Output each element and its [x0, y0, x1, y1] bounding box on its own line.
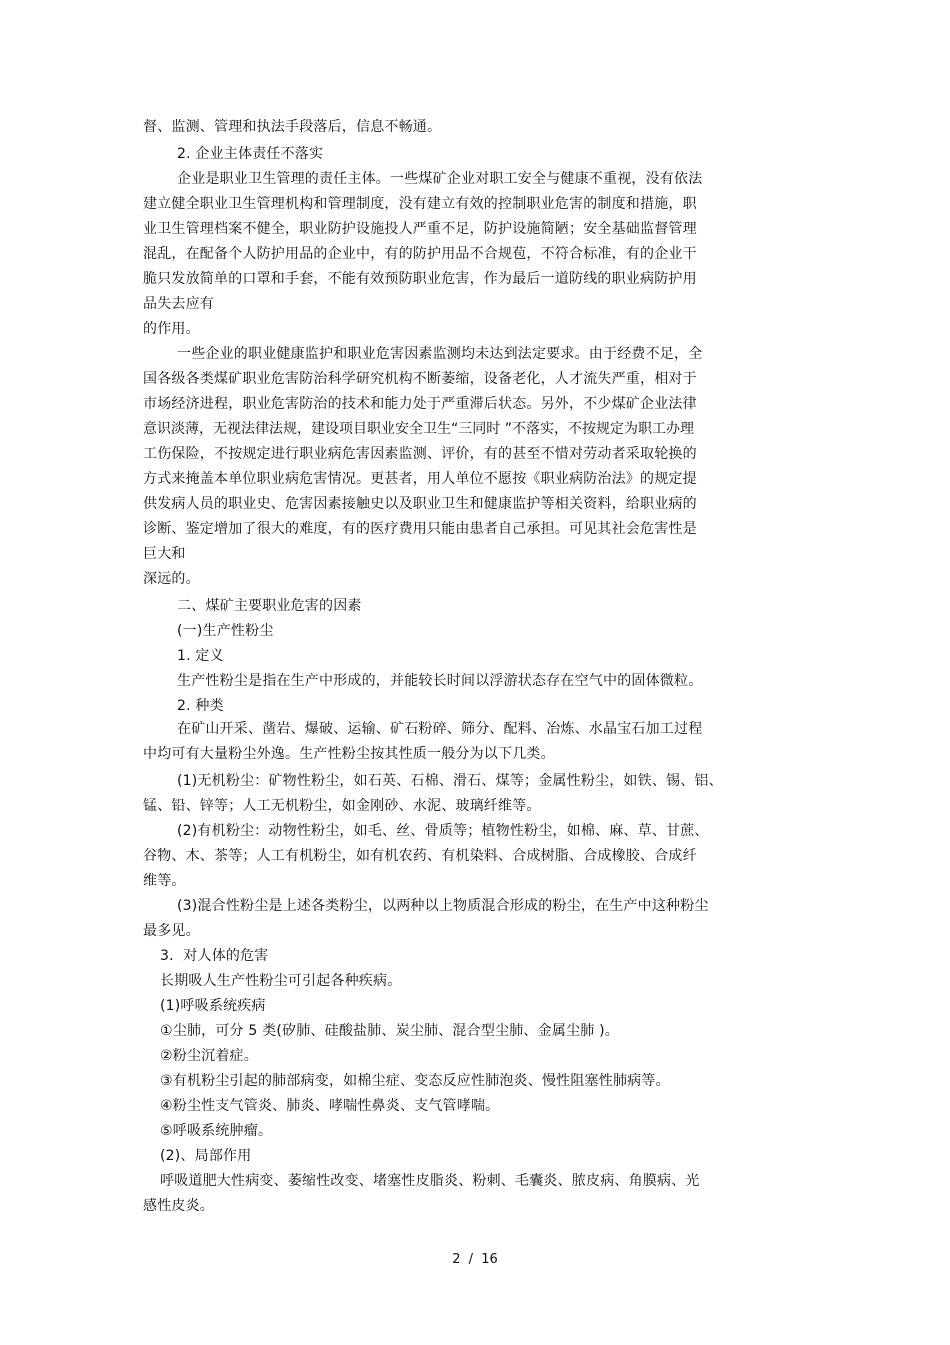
body-line: 国各级各类煤矿职业危害防治科学研究机构不断萎缩，设备老化，人才流失严重，相对于 — [143, 371, 697, 387]
body-line: 生产性粉尘是指在生产中形成的，并能较长时间以浮游状态存在空气中的固体微粒。 — [177, 673, 703, 689]
body-line: 呼吸道肥大性病变、萎缩性改变、堵塞性皮脂炎、粉刺、毛囊炎、脓皮病、角膜病、光 — [160, 1173, 700, 1189]
body-line: 谷物、木、茶等；人工有机粉尘，如有机农药、有机染料、合成树脂、合成橡胶、合成纤 — [143, 848, 697, 864]
body-line: 方式来掩盖本单位职业病危害情况。更甚者，用人单位不愿按《职业病防治法》的规定提 — [143, 471, 697, 487]
page-number-separator: / — [468, 1252, 474, 1267]
list-item: ①尘肺，可分 5 类(矽肺、硅酸盐肺、炭尘肺、混合型尘肺、金属尘肺 )。 — [160, 1023, 619, 1039]
body-line: 长期吸人生产性粉尘可引起各种疾病。 — [160, 973, 402, 989]
body-line: 业卫生管理档案不健全，职业防护设施投人严重不足，防护设施简陋；安全基础监督管理 — [143, 221, 697, 237]
body-line: 品失去应有 — [143, 296, 214, 312]
list-item: ④粉尘性支气管炎、肺炎、哮喘性鼻炎、支气管哮喘。 — [160, 1098, 500, 1114]
list-item: ③有机粉尘引起的肺部病变，如棉尘症、变态反应性肺泡炎、慢性阻塞性肺病等。 — [160, 1073, 670, 1089]
list-item: ②粉尘沉着症。 — [160, 1048, 258, 1064]
body-line: 市场经济进程，职业危害防治的技术和能力处于严重滞后状态。另外，不少煤矿企业法律 — [143, 396, 697, 412]
body-line: 工伤保险，不按规定进行职业病危害因素监测、评价，有的甚至不惜对劳动者采取轮换的 — [143, 446, 697, 462]
item-heading: 3．对人体的危害 — [160, 948, 269, 964]
body-line: 企业是职业卫生管理的责任主体。一些煤矿企业对职工安全与健康不重视，没有依法 — [177, 171, 703, 187]
page-number-total: 16 — [481, 1252, 498, 1267]
body-line: 中均可有大量粉尘外逸。生产性粉尘按其性质一般分为以下几类。 — [143, 746, 555, 762]
list-item: ⑤呼吸系统肿瘤。 — [160, 1123, 273, 1139]
page-number-current: 2 — [452, 1252, 461, 1267]
body-line: 在矿山开采、凿岩、爆破、运输、矿石粉碎、筛分、配料、冶炼、水晶宝石加工过程 — [177, 721, 703, 737]
body-line: 脆只发放简单的口罩和手套，不能有效预防职业危害，作为最后一道防线的职业病防护用 — [143, 271, 697, 287]
body-line: 一些企业的职业健康监护和职业危害因素监测均未达到法定要求。由于经费不足，全 — [177, 346, 703, 362]
body-line: 最多见。 — [143, 923, 200, 939]
body-line: 供发病人员的职业史、危害因素接触史以及职业卫生和健康监护等相关资料，给职业病的 — [143, 496, 697, 512]
body-line: 锰、铅、锌等；人工无机粉尘，如金刚砂、水泥、玻璃纤维等。 — [143, 798, 541, 814]
section-heading: 2. 企业主体责任不落实 — [177, 146, 324, 162]
subsection-heading: (一)生产性粉尘 — [177, 623, 274, 639]
body-line: 感性皮炎。 — [143, 1198, 214, 1214]
section-heading: 二、煤矿主要职业危害的因素 — [177, 598, 362, 614]
subitem-heading: (1)呼吸系统疾病 — [160, 998, 266, 1014]
body-line: 意识淡薄，无视法律法规，建设项目职业安全卫生“三同时 ”不落实，不按规定为职工办理 — [143, 421, 694, 437]
body-line: (2)有机粉尘：动物性粉尘，如毛、丝、骨质等；植物性粉尘，如棉、麻、草、甘蔗、 — [177, 823, 709, 839]
subitem-heading: (2)、局部作用 — [160, 1148, 252, 1164]
item-heading: 2. 种类 — [177, 698, 224, 714]
body-line: 混乱，在配备个人防护用品的企业中，有的防护用品不合规苞，不符合标准，有的企业干 — [143, 246, 697, 262]
body-line: 深远的。 — [143, 571, 200, 587]
body-line: (1)无机粉尘：矿物性粉尘，如石英、石棉、滑石、煤等；金属性粉尘，如铁、锡、铝、 — [177, 773, 723, 789]
body-line: 建立健全职业卫生管理机构和管理制度，没有建立有效的控制职业危害的制度和措施，职 — [143, 196, 697, 212]
body-line: 的作用。 — [143, 321, 200, 337]
page-footer — [0, 1251, 950, 1269]
body-line: 督、监测、管理和执法手段落后，信息不畅通。 — [143, 119, 442, 135]
item-heading: 1. 定义 — [177, 648, 224, 664]
body-line: (3)混合性粉尘是上述各类粉尘，以两种以上物质混合形成的粉尘，在生产中这种粉尘 — [177, 898, 709, 914]
body-line: 巨大和 — [143, 546, 186, 562]
body-line: 维等。 — [143, 873, 186, 889]
body-line: 诊断、鉴定增加了很大的难度，有的医疗费用只能由患者自己承担。可见其社会危害性是 — [143, 521, 697, 537]
